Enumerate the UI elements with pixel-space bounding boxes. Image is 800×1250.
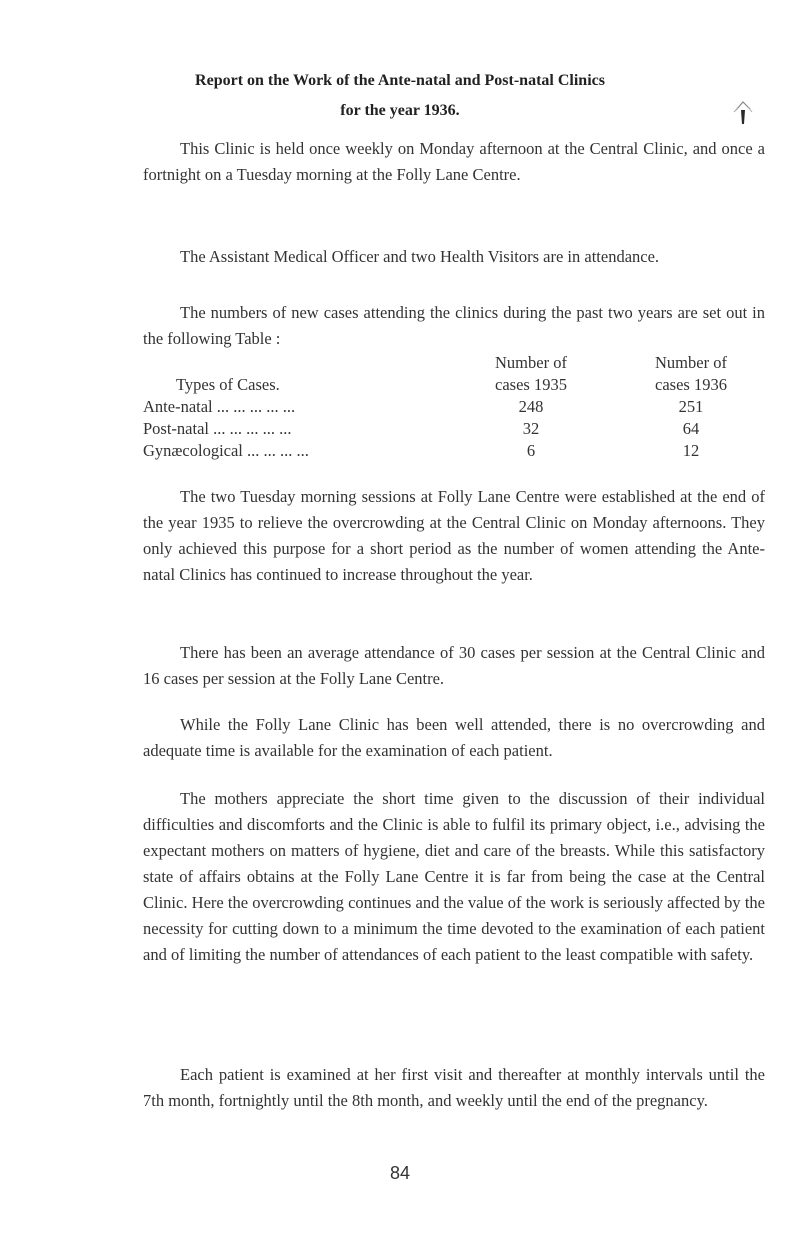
row-type: Ante-natal ... ... ... ... ... bbox=[143, 397, 296, 416]
table-row bbox=[143, 396, 783, 418]
header-1935-top: Number of bbox=[495, 353, 567, 372]
row-1935: 32 bbox=[522, 419, 540, 438]
page-number: 84 bbox=[389, 1163, 411, 1183]
table-row bbox=[143, 440, 783, 462]
header-1936-bottom: cases 1936 bbox=[655, 375, 727, 394]
paragraph-tuesday-sessions: The two Tuesday morning sessions at Folly Lane Centre were established at the end of the year 1935 to relieve the overcrowding at the Central Clinic on Monday afternoons. They only achieved this purpose for a short period as the number of women attending the Ante-natal Clinics has continued to increase throughout the year. bbox=[143, 487, 765, 584]
row-1935: 6 bbox=[526, 441, 536, 460]
row-1936: 12 bbox=[682, 441, 700, 460]
paragraph-clinic-schedule: This Clinic is held once weekly on Monday afternoon at the Central Clinic, and once a fortnight on a Tuesday morning at the Folly Lane Centre. bbox=[143, 139, 765, 184]
row-1936: 251 bbox=[678, 397, 704, 416]
header-1935-bottom: cases 1935 bbox=[495, 375, 567, 394]
ink-mark-icon bbox=[730, 98, 756, 128]
paragraph-staff: The Assistant Medical Officer and two Health Visitors are in attendance. bbox=[180, 247, 660, 266]
row-1936: 64 bbox=[682, 419, 700, 438]
paragraph-examination-schedule: Each patient is examined at her first visit and thereafter at monthly intervals until the 7th month, fortnightly until the 8th month, and weekly until the end of the pregnancy. bbox=[143, 1065, 765, 1110]
report-title: Report on the Work of the Ante-natal and Post-natal Clinics bbox=[195, 72, 605, 89]
row-type: Post-natal ... ... ... ... ... bbox=[143, 419, 292, 438]
cases-table bbox=[143, 352, 783, 462]
row-1935: 248 bbox=[518, 397, 544, 416]
header-1936-top: Number of bbox=[655, 353, 727, 372]
table-header-row-bottom bbox=[143, 374, 783, 396]
report-subtitle: for the year 1936. bbox=[340, 102, 460, 119]
paragraph-folly-lane: While the Folly Lane Clinic has been well attended, there is no overcrowding and adequate time is available for the examination of each patient. bbox=[143, 715, 765, 760]
table-row bbox=[143, 418, 783, 440]
table-header-row-top bbox=[143, 352, 783, 374]
header-types: Types of Cases. bbox=[176, 375, 280, 394]
paragraph-table-intro: The numbers of new cases attending the clinics during the past two years are set out in the following Table : bbox=[143, 303, 765, 348]
row-type: Gynæcological ... ... ... ... bbox=[143, 441, 309, 460]
paragraph-mothers: The mothers appreciate the short time given to the discussion of their individual difficulties and discomforts and the Clinic is able to fulfil its primary object, i.e., advising the expectant mothers on matters of hygiene, diet and care of the breasts. While this satisfactory state of affairs obtains at the Folly Lane Centre it is far from being the case at the Central Clinic. Here the overcrowding continues and the value of the work is seriously affected by the necessity for cutting down to a minimum the time devoted to the examination of each patient and of limiting the number of attendances of each patient to the least compatible with safety. bbox=[143, 789, 765, 964]
paragraph-average-attendance: There has been an average attendance of 30 cases per session at the Central Clinic and 16 cases per session at the Folly Lane Centre. bbox=[143, 643, 765, 688]
